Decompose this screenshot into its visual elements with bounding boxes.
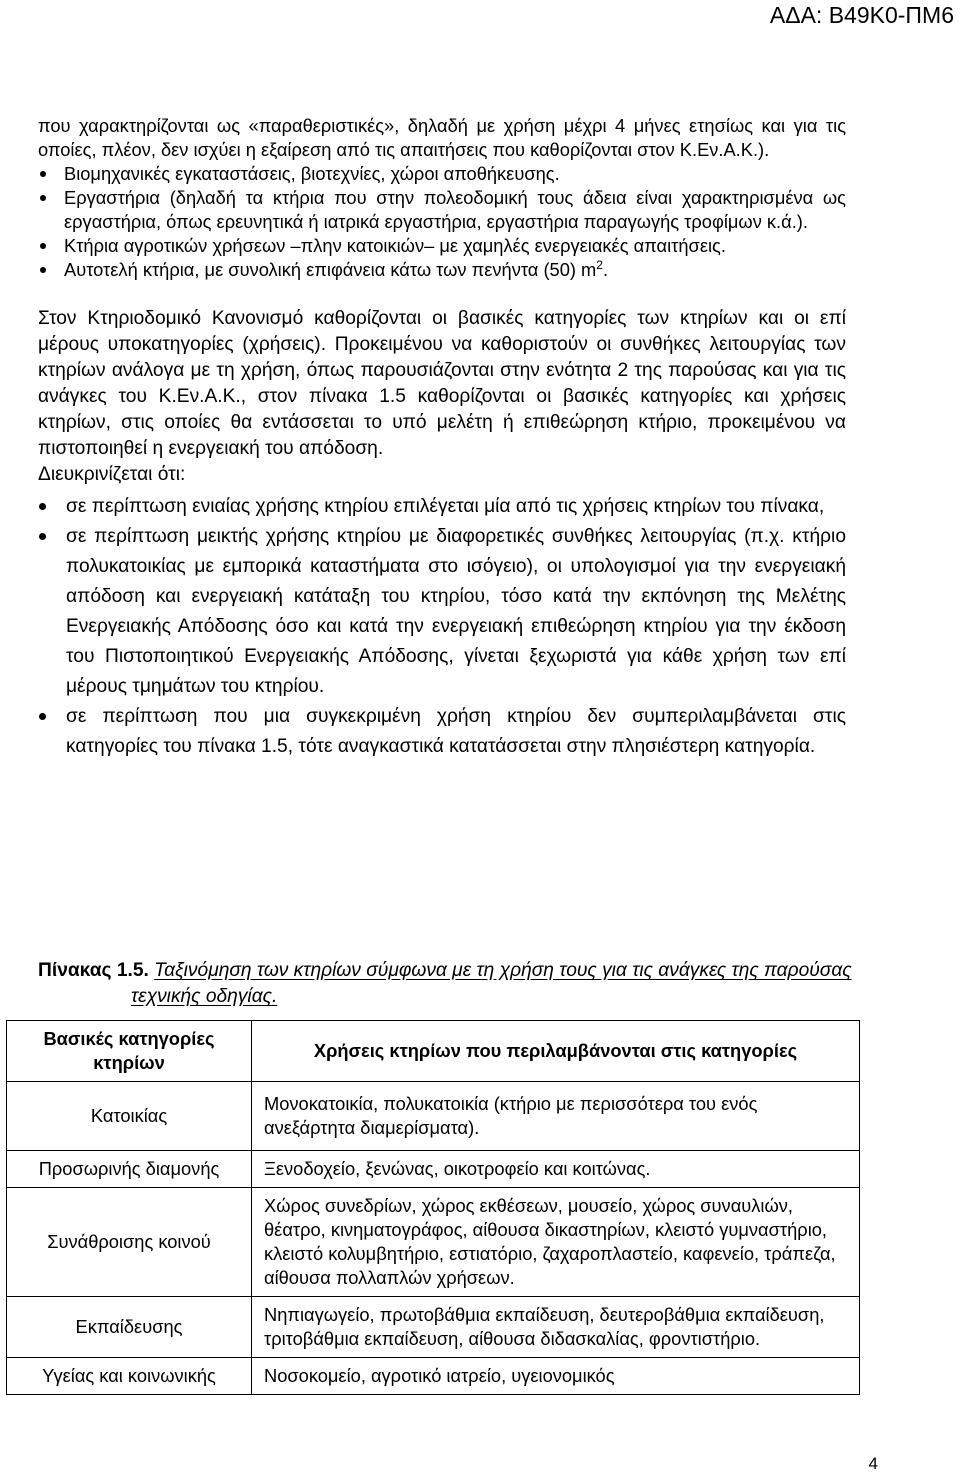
list-item: σε περίπτωση μεικτής χρήσης κτηρίου με διαφορετικές συνθήκες λειτουργίας (π.χ. κτήριο πολυκατοικίας με εμπορικά καταστήματα στο ισόγειο), οι υπολογισμοί για την ενεργειακή απόδοση και ενεργειακή κατάταξη του κτηρίου, τόσο κατά την εκπόνηση της Μελέτης Ενεργειακής Απόδοσης όσο και κατά την ενεργειακή επιθεώρηση κτηρίου για την έκδοση του Πιστοποιητικού Ενεργειακής Απόδοσης, γίνεται ξεχωριστά για κάθε χρήση των επί μέρους τμημάτων του κτηρίου.	[38, 522, 846, 702]
category-cell: Προσωρινής διαμονής	[7, 1151, 252, 1188]
uses-cell: Νηπιαγωγείο, πρωτοβάθμια εκπαίδευση, δευτεροβάθμια εκπαίδευση, τριτοβάθμια εκπαίδευση, αίθουσα διδασκαλίας, φροντιστήριο.	[252, 1297, 860, 1358]
header-category: Βασικές κατηγορίες κτηρίων	[7, 1021, 252, 1082]
intro-continuation: που χαρακτηρίζονται ως «παραθεριστικές», δηλαδή με χρήση μέχρι 4 μήνες ετησίως και για τις οποίες, πλέον, δεν ισχύει η εξαίρεση από τις απαιτήσεις που καθορίζονται στον Κ.Εν.Α.Κ.).	[38, 115, 846, 160]
list-item: σε περίπτωση που μια συγκεκριμένη χρήση κτηρίου δεν συμπεριλαμβάνεται στις κατηγορίες του πίνακα 1.5, τότε αναγκαστικά κατατάσσεται στην πλησιέστερη κατηγορία.	[38, 702, 846, 762]
uses-cell: Νοσοκομείο, αγροτικό ιατρείο, υγειονομικός	[252, 1358, 860, 1395]
body-paragraph: Στον Κτηριοδομικό Κανονισμό καθορίζονται οι βασικές κατηγορίες των κτηρίων και οι επί μέρους υποκατηγορίες (χρήσεις). Προκειμένου να καθοριστούν οι συνθήκες λειτουργίας των κτηρίων ανάλογα με τη χρήση, όπως παρουσιάζονται στην ενότητα 2 της παρούσας και για τις ανάγκες του Κ.Εν.Α.Κ., στον πίνακα 1.5 καθορίζονται οι βασικές κατηγορίες και χρήσεις κτηρίων, στις οποίες θα εντάσσεται το υπό μελέτη ή επιθεώρηση κτήριο, προκειμένου να πιστοποιηθεί η ενεργειακή του απόδοση.	[38, 308, 846, 459]
list-item: Κτήρια αγροτικών χρήσεων –πλην κατοικιών– με χαμηλές ενεργειακές απαιτήσεις.	[38, 234, 846, 258]
category-cell: Κατοικίας	[7, 1082, 252, 1151]
intro-bullet-list	[38, 162, 846, 284]
table-row	[7, 1188, 860, 1297]
bullet-icon	[39, 533, 46, 540]
list-item: Εργαστήρια (δηλαδή τα κτήρια που στην πολεοδομική τους άδεια είναι χαρακτηρισμένα ως εργαστήρια, όπως ερευνητικά ή ιατρικά εργαστήρια, εργαστήρια παραγωγής τροφίμων κ.ά.).	[38, 186, 846, 234]
table-row	[7, 1082, 860, 1151]
page-number: 4	[868, 1454, 878, 1473]
uses-cell: Μονοκατοικία, πολυκατοικία (κτήριο με περισσότερα του ενός ανεξάρτητα διαμερίσματα).	[252, 1082, 860, 1151]
building-category-table	[6, 1020, 860, 1395]
bullet-icon	[40, 243, 46, 249]
list-item: σε περίπτωση ενιαίας χρήσης κτηρίου επιλέγεται μία από τις χρήσεις κτηρίων του πίνακα,	[38, 492, 846, 522]
bullet-icon	[39, 503, 46, 510]
uses-cell: Ξενοδοχείο, ξενώνας, οικοτροφείο και κοιτώνας.	[252, 1151, 860, 1188]
bullet-icon	[40, 195, 46, 201]
bullet-icon	[39, 713, 46, 720]
table-header-row	[7, 1021, 860, 1082]
list-item: Βιομηχανικές εγκαταστάσεις, βιοτεχνίες, χώροι αποθήκευσης.	[38, 162, 846, 186]
clarify-line: Διευκρινίζεται ότι:	[38, 464, 186, 485]
superscript: 2	[596, 258, 603, 272]
caption-text: Ταξινόμηση των κτηρίων σύμφωνα με τη χρήση τους για τις ανάγκες της παρούσας τεχνικής οδηγίας.	[131, 960, 852, 1007]
text-body	[38, 114, 846, 762]
category-cell: Υγείας και κοινωνικής	[7, 1358, 252, 1395]
table-row	[7, 1358, 860, 1395]
category-cell: Εκπαίδευσης	[7, 1297, 252, 1358]
header-uses: Χρήσεις κτηρίων που περιλαμβάνονται στις κατηγορίες	[252, 1021, 860, 1082]
caption-label: Πίνακας 1.5.	[38, 960, 149, 981]
clarify-bullet-list	[38, 492, 846, 762]
uses-cell: Χώρος συνεδρίων, χώρος εκθέσεων, μουσείο, χώρος συναυλιών, θέατρο, κινηματογράφος, αίθουσα δικαστηρίων, κλειστό γυμναστήριο, κλειστό κολυμβητήριο, εστιατόριο, ζαχαροπλαστείο, καφενείο, τράπεζα, αίθουσα πολλαπλών χρήσεων.	[252, 1188, 860, 1297]
list-item: Αυτοτελή κτήρια, με συνολική επιφάνεια κάτω των πενήντα (50) $m^2$.	[38, 258, 846, 284]
table-row	[7, 1151, 860, 1188]
table-row	[7, 1297, 860, 1358]
bullet-icon	[40, 267, 46, 273]
ada-code: ΑΔΑ: Β49Κ0-ΠΜ6	[769, 2, 954, 28]
category-cell: Συνάθροισης κοινού	[7, 1188, 252, 1297]
bullet-icon	[40, 171, 46, 177]
table-caption	[38, 958, 868, 1010]
